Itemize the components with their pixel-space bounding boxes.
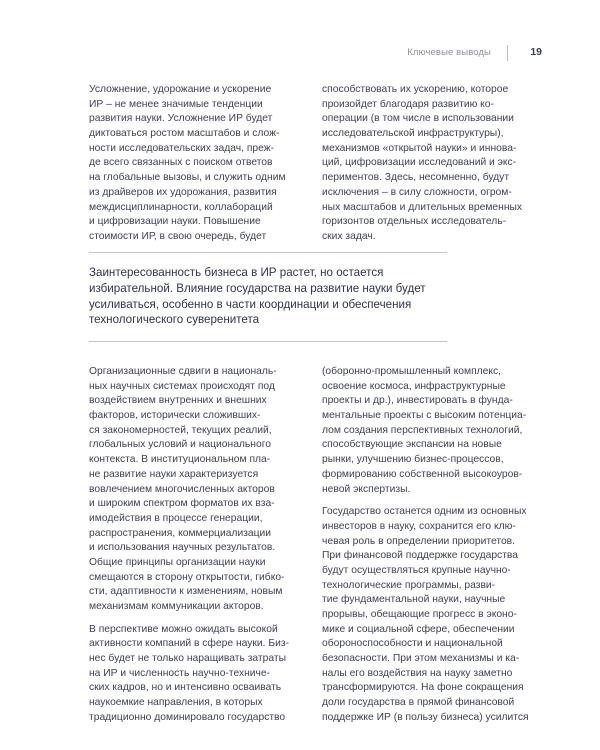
text-line: способствовать их ускорению, которое <box>322 84 509 95</box>
bottom-right-column <box>322 365 529 726</box>
text-line: механизмов «открытой науки» и иннова- <box>322 142 517 154</box>
top-right-column <box>322 83 522 245</box>
text-line: ИР – не менее значимые тенденции <box>89 98 263 110</box>
text-line: распространения, коммерциализации <box>89 527 272 539</box>
text-line: обороноспособности и национальной <box>322 638 503 650</box>
paragraph-gap <box>322 497 529 505</box>
text-line: рынки, улучшению бизнес-процессов, <box>322 454 504 466</box>
text-line: имодействия в процессе генерации, <box>89 512 263 524</box>
text-line: ских задач. <box>322 230 376 242</box>
text-line: воздействием внутренних и внешних <box>89 395 267 407</box>
top-divider <box>89 252 447 253</box>
text-line: глобальных условий и национального <box>89 439 271 451</box>
text-line: Усложнение, удорожание и ускорение <box>89 84 272 95</box>
callout-line: избирательной. Влияние государства на развитие науки будет <box>89 281 426 295</box>
callout-line: технологического суверенитета <box>89 313 260 327</box>
text-line: вовлечением многочисленных акторов <box>89 483 275 495</box>
text-line: тие фундаментальной науки, научные <box>322 594 506 606</box>
text-line: (оборонно-промышленный комплекс, <box>322 366 502 377</box>
callout-line: усиливаться, особенно в части координации и обеспечения <box>89 297 412 311</box>
text-line: формированию собственной высокоуров- <box>322 468 523 480</box>
text-line: на глобальные вызовы, и служить одним <box>89 172 286 184</box>
text-line: факторов, исторически сложивших- <box>89 410 261 422</box>
text-line: освоение космоса, инфраструктурные <box>322 380 506 392</box>
text-line: из драйверов их удорожания, развития <box>89 186 277 198</box>
text-line: инвесторов в науку, сохранится его клю- <box>322 520 516 532</box>
text-line: поддержке ИР (в пользу бизнеса) усилится <box>322 711 529 723</box>
text-line: мике и социальной сфере, обеспечении <box>322 623 515 635</box>
text-line: смещаются в сторону открытости, гибко- <box>89 571 285 583</box>
text-line: не развитие науки характеризуется <box>89 468 259 480</box>
text-line: произойдет благодаря развитию ко- <box>322 98 494 110</box>
text-line: ся закономерностей, текущих реалий, <box>89 424 272 436</box>
text-line: механизмам коммуникации акторов. <box>89 601 264 612</box>
section-title: Ключевые выводы <box>407 47 491 58</box>
text-line: проекты и др.), инвестировать в фунда- <box>322 395 513 407</box>
text-line: активности компаний в сфере науки. Биз- <box>89 638 290 650</box>
text-line: на ИР и численность научно-техниче- <box>89 667 271 679</box>
text-line: исследовательской инфраструктуры), <box>322 128 504 140</box>
text-line: В перспективе можно ожидать высокой <box>89 623 278 635</box>
text-line: технологические программы, разви- <box>322 579 496 591</box>
text-line: лом создания перспективных технологий, <box>322 424 523 436</box>
text-line: традиционно доминировало государство <box>89 711 286 723</box>
text-line: ментальные проекты с высоким потенциа- <box>322 410 527 422</box>
text-line: будут осуществляться крупные научно- <box>322 564 511 576</box>
top-left-column <box>89 83 286 245</box>
callout-heading <box>89 265 489 328</box>
text-line: ций, цифровизации исследований и экс- <box>322 157 517 169</box>
text-line: ских кадров, но и интенсивно осваивать <box>89 682 282 694</box>
header-divider <box>507 45 508 61</box>
text-line: налы его воздействия на науку заметно <box>322 667 513 679</box>
text-line: Общие принципы организации науки <box>89 556 266 568</box>
bottom-divider <box>89 341 447 342</box>
text-line: горизонтов отдельных исследователь- <box>322 216 507 228</box>
text-line: чевая роль в определении приоритетов. <box>322 535 516 547</box>
text-line: сти, адаптивности к изменениям, новым <box>89 586 283 598</box>
text-line: де всего связанных с поиском ответов <box>89 157 273 169</box>
text-line: контекста. В институциональном пла- <box>89 454 271 466</box>
text-line: и использования научных результатов. <box>89 542 276 554</box>
text-line: периментов. Здесь, несомненно, будут <box>322 172 510 184</box>
callout-line: Заинтересованность бизнеса в ИР растет, но остается <box>89 266 384 279</box>
text-line: нес будет не только наращивать затраты <box>89 653 286 665</box>
text-line: безопасности. При этом механизмы и ка- <box>322 653 520 665</box>
text-line: развития науки. Усложнение ИР будет <box>89 113 273 125</box>
text-line: способствующие экспансии на новые <box>322 439 502 451</box>
text-line: диктоваться ростом масштабов и слож- <box>89 128 280 140</box>
text-line: и широким спектром форматов их вза- <box>89 498 275 510</box>
paragraph-gap <box>89 615 289 623</box>
text-line: прорывы, обещающие прогресс в эконо- <box>322 609 517 620</box>
text-line: Государство останется одним из основных <box>322 506 527 518</box>
page-number: 19 <box>530 46 542 58</box>
text-line: междисциплинарности, коллабораций <box>89 201 273 213</box>
text-line: При финансовой поддержке государства <box>322 550 519 562</box>
text-line: стоимости ИР, в свою очередь, будет <box>89 230 267 242</box>
text-line: наукоемкие направления, в которых <box>89 697 263 709</box>
text-line: ности исследовательских задач, преж- <box>89 142 275 154</box>
text-line: исключения – в силу сложности, огром- <box>322 186 512 198</box>
text-line: операции (в том числе в использовании <box>322 113 514 125</box>
text-line: невой экспертизы. <box>322 483 411 495</box>
text-line: ных масштабов и длительных временных <box>322 201 523 213</box>
bottom-left-column <box>89 365 289 726</box>
text-line: ных научных системах происходят под <box>89 380 275 392</box>
text-line: доли государства в прямой финансовой <box>322 697 515 709</box>
text-line: и цифровизации науки. Повышение <box>89 216 261 228</box>
text-line: трансформируются. На фоне сокращения <box>322 682 524 694</box>
text-line: Организационные сдвиги в националь- <box>89 366 277 377</box>
